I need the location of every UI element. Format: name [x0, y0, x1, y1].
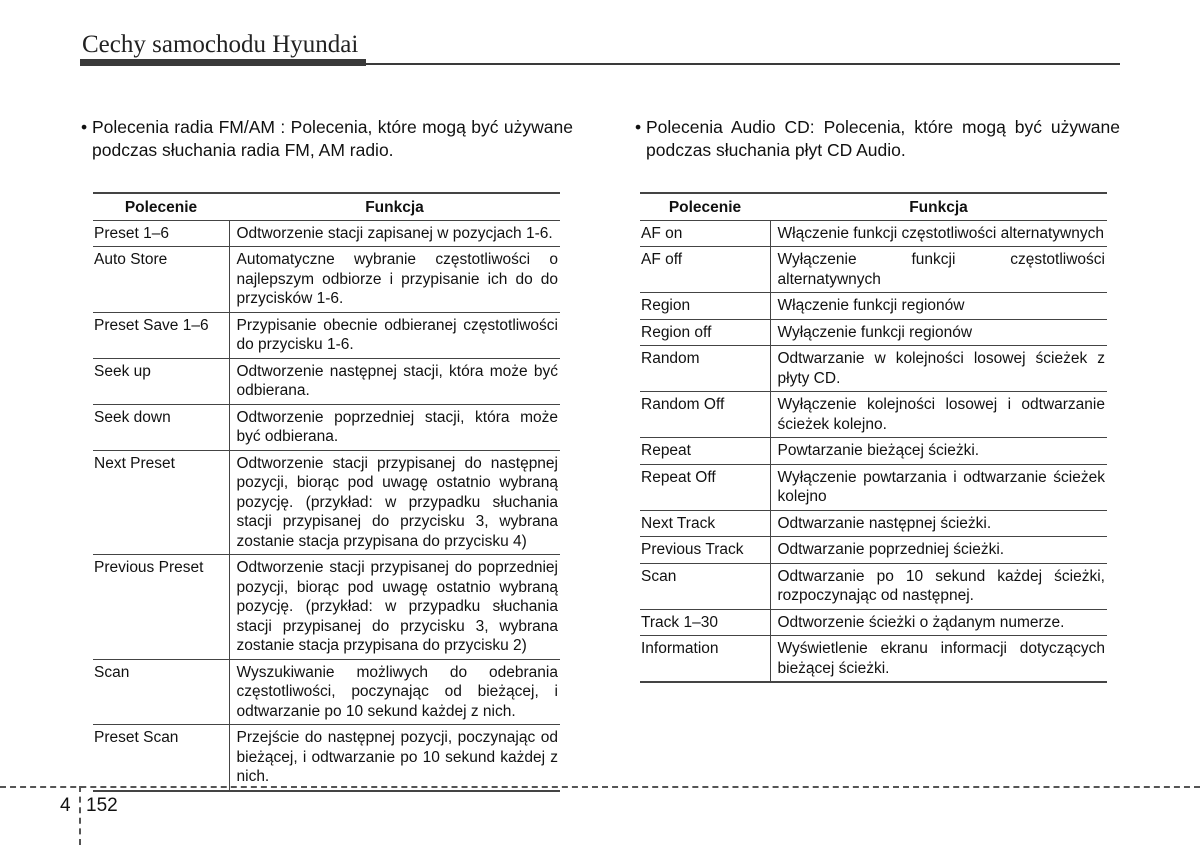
function-cell: Wyłączenie funkcji częstotliwości alternatywnych: [770, 247, 1107, 293]
cd-commands-body: [640, 220, 1107, 682]
right-intro-text: Polecenia Audio CD: Polecenia, które mogą być używane podczas słuchania płyt CD Audio.: [646, 117, 1120, 160]
command-cell: Random Off: [640, 392, 770, 438]
cd-commands-table: [640, 192, 1107, 683]
command-cell: AF off: [640, 247, 770, 293]
footer-dashed-divider: [79, 786, 81, 845]
function-cell: Odtworzenie stacji przypisanej do poprzedniej pozycji, biorąc pod uwagę ostatnio wybraną pozycję. (przykład: w przypadku słuchania stacji przypisanej do przycisku 3, wybrana zostanie stacja przypisana do przycisku 2): [229, 555, 560, 660]
command-cell: Random: [640, 346, 770, 392]
command-cell: Next Preset: [93, 450, 229, 555]
table-row: [640, 392, 1107, 438]
table-row: [640, 510, 1107, 537]
header-rule-thin: [366, 63, 1120, 65]
command-cell: Seek up: [93, 358, 229, 404]
command-cell: Previous Preset: [93, 555, 229, 660]
command-cell: AF on: [640, 220, 770, 247]
table-header-row: [93, 193, 560, 220]
radio-commands-table: [93, 192, 560, 792]
right-intro: [635, 116, 1120, 162]
function-cell: Automatyczne wybranie częstotliwości o najlepszym odbiorze i przypisanie ich do do przycisków 1-6.: [229, 247, 560, 313]
function-cell: Odtworzenie poprzedniej stacji, która może być odbierana.: [229, 404, 560, 450]
command-cell: Information: [640, 636, 770, 683]
function-cell: Odtworzenie ścieżki o żądanym numerze.: [770, 609, 1107, 636]
command-cell: Previous Track: [640, 537, 770, 564]
left-intro: [81, 116, 573, 162]
function-cell: Przejście do następnej pozycji, poczynając od bieżącej, i odtwarzanie po 10 sekund każdej z nich.: [229, 725, 560, 791]
table-row: [640, 636, 1107, 683]
function-cell: Wyłączenie kolejności losowej i odtwarzanie ścieżek kolejno.: [770, 392, 1107, 438]
chapter-number: 4: [60, 795, 71, 816]
table-row: [93, 358, 560, 404]
table-row: [640, 247, 1107, 293]
table-row: [640, 563, 1107, 609]
column-header: Funkcja: [770, 193, 1107, 220]
function-cell: Wyłączenie powtarzania i odtwarzanie ścieżek kolejno: [770, 464, 1107, 510]
function-cell: Włączenie funkcji regionów: [770, 293, 1107, 320]
function-cell: Wyszukiwanie możliwych do odebrania częstotliwości, poczynając od bieżącej, i odtwarzanie po 10 sekund każdej z nich.: [229, 659, 560, 725]
column-header: Polecenie: [93, 193, 229, 220]
table-row: [640, 537, 1107, 564]
command-cell: Region off: [640, 319, 770, 346]
column-header: Funkcja: [229, 193, 560, 220]
function-cell: Wyświetlenie ekranu informacji dotyczących bieżącej ścieżki.: [770, 636, 1107, 683]
table-row: [93, 555, 560, 660]
command-cell: Scan: [93, 659, 229, 725]
command-cell: Repeat: [640, 438, 770, 465]
function-cell: Odtwarzanie po 10 sekund każdej ścieżki, rozpoczynając od następnej.: [770, 563, 1107, 609]
table-row: [93, 247, 560, 313]
page-number: 152: [86, 795, 118, 816]
table-row: [93, 659, 560, 725]
command-cell: Preset 1–6: [93, 220, 229, 247]
table-row: [93, 450, 560, 555]
table-row: [93, 312, 560, 358]
header-rule-thick: [80, 59, 366, 66]
command-cell: Repeat Off: [640, 464, 770, 510]
table-row: [93, 220, 560, 247]
function-cell: Odtworzenie następnej stacji, która może być odbierana.: [229, 358, 560, 404]
footer-dashed-rule: [0, 786, 1200, 788]
function-cell: Powtarzanie bieżącej ścieżki.: [770, 438, 1107, 465]
function-cell: Włączenie funkcji częstotliwości alternatywnych: [770, 220, 1107, 247]
table-row: [93, 725, 560, 791]
command-cell: Preset Scan: [93, 725, 229, 791]
function-cell: Wyłączenie funkcji regionów: [770, 319, 1107, 346]
function-cell: Odtwarzanie poprzedniej ścieżki.: [770, 537, 1107, 564]
function-cell: Odtworzenie stacji zapisanej w pozycjach 1-6.: [229, 220, 560, 247]
table-header-row: [640, 193, 1107, 220]
table-row: [640, 346, 1107, 392]
bullet-mark: •: [81, 117, 88, 137]
function-cell: Odtwarzanie następnej ścieżki.: [770, 510, 1107, 537]
function-cell: Przypisanie obecnie odbieranej częstotliwości do przycisku 1-6.: [229, 312, 560, 358]
table-row: [640, 319, 1107, 346]
command-cell: Scan: [640, 563, 770, 609]
table-row: [93, 404, 560, 450]
command-cell: Seek down: [93, 404, 229, 450]
table-row: [640, 464, 1107, 510]
page-header-title: Cechy samochodu Hyundai: [82, 31, 359, 58]
command-cell: Next Track: [640, 510, 770, 537]
function-cell: Odtworzenie stacji przypisanej do następnej pozycji, biorąc pod uwagę ostatnio wybraną pozycję. (przykład: w przypadku słuchania stacji przypisanej do przycisku 3, wybrana zostanie stacja przypisana do przycisku 4): [229, 450, 560, 555]
table-row: [640, 438, 1107, 465]
radio-commands-body: [93, 220, 560, 791]
function-cell: Odtwarzanie w kolejności losowej ścieżek z płyty CD.: [770, 346, 1107, 392]
left-intro-text: Polecenia radia FM/AM : Polecenia, które mogą być używane podczas słuchania radia FM, AM radio.: [92, 117, 573, 160]
table-row: [640, 293, 1107, 320]
column-header: Polecenie: [640, 193, 770, 220]
command-cell: Region: [640, 293, 770, 320]
command-cell: Preset Save 1–6: [93, 312, 229, 358]
command-cell: Track 1–30: [640, 609, 770, 636]
table-row: [640, 609, 1107, 636]
bullet-mark: •: [635, 117, 642, 137]
command-cell: Auto Store: [93, 247, 229, 313]
table-row: [640, 220, 1107, 247]
